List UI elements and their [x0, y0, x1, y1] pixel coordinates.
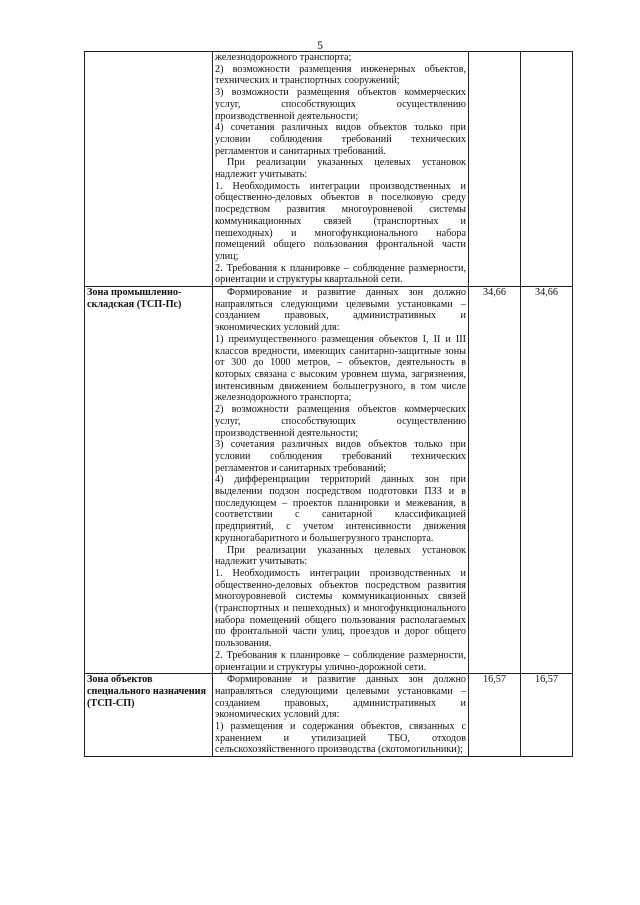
- description-paragraph: Формирование и развитие данных зон должно направляться следующими целевыми установками – созданием правовых, административных и экономических условий для:: [215, 674, 466, 721]
- description-paragraph: 2) возможности размещения инженерных объектов, технических и транспортных сооружений;: [215, 63, 466, 87]
- table-row: [85, 52, 573, 287]
- area-value-cell: [469, 52, 521, 287]
- area-total-cell: [521, 52, 573, 287]
- area-total-cell: 16,57: [521, 674, 573, 757]
- description-paragraph: 1) размещения и содержания объектов, связанных с хранением и утилизацией ТБО, отходов сельскохозяйственного производства (скотомогильники);: [215, 721, 466, 756]
- zone-description-cell: [213, 287, 469, 674]
- description-paragraph: При реализации указанных целевых установок надлежит учитывать:: [215, 544, 466, 568]
- zone-name-cell: [85, 52, 213, 287]
- description-paragraph: 2) возможности размещения объектов коммерческих услуг, способствующих осуществлению производственной деятельности;: [215, 404, 466, 439]
- description-paragraph: Формирование и развитие данных зон должно направляться следующими целевыми установками – созданием правовых, административных и экономических условий для:: [215, 287, 466, 334]
- zones-table-body: [85, 52, 573, 757]
- table-row: [85, 674, 573, 757]
- description-paragraph: 1. Необходимость интеграции производственных и общественно-деловых объектов посредством развития многоуровневой системы коммуникационных связей (транспортных и пешеходных) и многофункционального набора помещений общего пользования располагаемых по фронтальной части улиц, проездов и дорог общего пользования.: [215, 567, 466, 650]
- description-paragraph: При реализации указанных целевых установок надлежит учитывать:: [215, 157, 466, 181]
- description-paragraph: 2. Требования к планировке – соблюдение размерности, ориентации и структуры улично-дорожной сети.: [215, 649, 466, 673]
- table-row: [85, 287, 573, 674]
- description-paragraph: 3) сочетания различных видов объектов только при условии соблюдения требований технических регламентов и санитарных требований;: [215, 439, 466, 474]
- area-value-cell: 34,66: [469, 287, 521, 674]
- description-paragraph: 4) дифференциации территорий данных зон при выделении подзон посредством подготовки ПЗЗ и в последующем – проектов планировки и межевания, в соответствии с санитарной классификацией предприятий, с учетом интенсивности движения крупногабаритного и большегрузного транспорта.: [215, 474, 466, 544]
- page-number: 5: [317, 38, 323, 52]
- description-paragraph: 4) сочетания различных видов объектов только при условии соблюдения требований технических регламентов и санитарных требований.: [215, 122, 466, 157]
- description-paragraph: 3) возможности размещения объектов коммерческих услуг, способствующих осуществлению производственной деятельности;: [215, 87, 466, 122]
- zone-name-cell: Зона промышленно-складская (ТСП-Пс): [85, 287, 213, 674]
- description-paragraph: 1) преимущественного размещения объектов I, II и III классов вредности, имеющих санитарно-защитные зоны от 300 до 1000 метров, – объектов, деятельность в которых связана с высоким уровнем шума, загрязнения, интенсивным движением большегрузного, в том числе железнодорожного транспорта;: [215, 333, 466, 404]
- area-total-cell: 34,66: [521, 287, 573, 674]
- description-paragraph: 1. Необходимость интеграции производственных и общественно-деловых объектов в поселковую среду посредством развития многоуровневой системы коммуникационных связей (транспортных и пешеходных) и многофункционального набора помещений общего пользования фронтальной части улиц;: [215, 180, 466, 262]
- description-paragraph: железнодорожного транспорта;: [215, 52, 352, 63]
- zone-description-cell: [213, 52, 469, 287]
- description-paragraph: 2. Требования к планировке – соблюдение размерности, ориентации и структуры квартальной сети.: [215, 262, 466, 286]
- area-value-cell: 16,57: [469, 674, 521, 757]
- zone-description-cell: [213, 674, 469, 757]
- zone-name-cell: Зона объектов специального назначения (ТСП-СП): [85, 674, 213, 757]
- zones-table: [84, 51, 573, 757]
